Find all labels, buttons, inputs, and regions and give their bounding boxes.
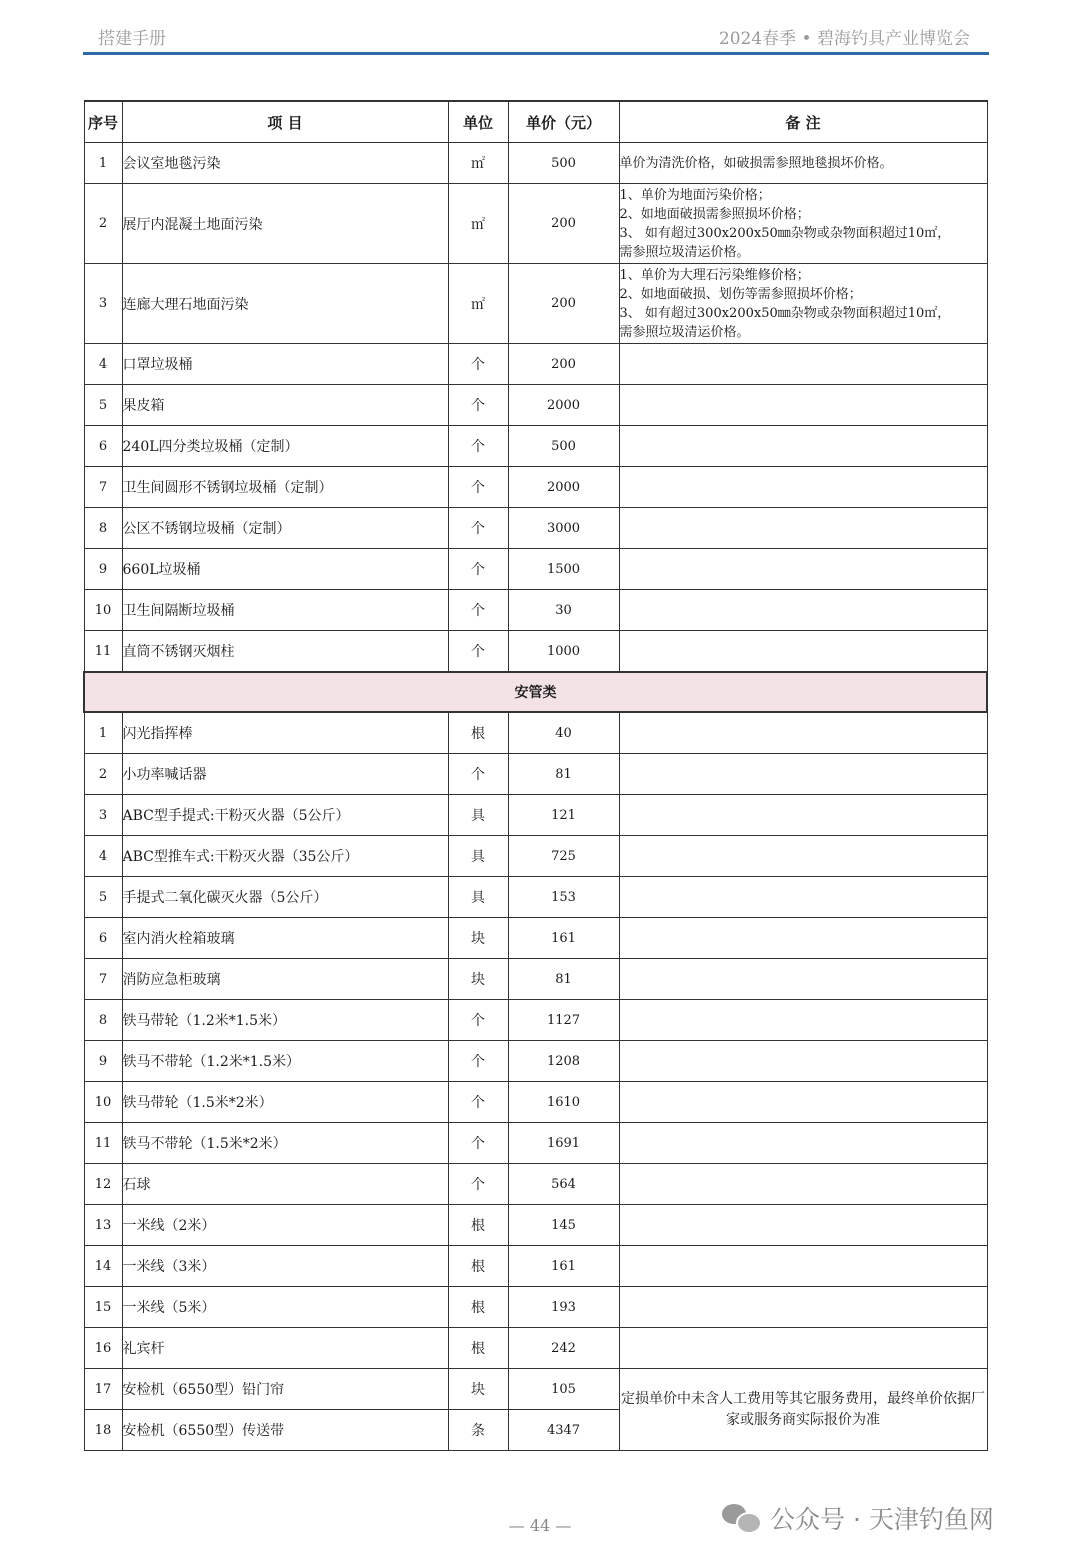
table-row <box>84 959 987 1000</box>
table-row <box>84 1000 987 1041</box>
row-item: 直筒不锈钢灭烟柱 <box>122 631 448 673</box>
page-number: — 44 — <box>508 1516 572 1535</box>
row-number: 18 <box>84 1410 122 1451</box>
row-note <box>619 1123 987 1164</box>
row-unit: 个 <box>448 344 508 385</box>
row-number: 3 <box>84 264 122 344</box>
row-unit: ㎡ <box>448 143 508 184</box>
row-number: 6 <box>84 426 122 467</box>
row-unit: 根 <box>448 1205 508 1246</box>
header-manual-title: 搭建手册 <box>98 29 166 49</box>
row-item: 会议室地毯污染 <box>122 143 448 184</box>
row-item: 240L四分类垃圾桶（定制） <box>122 426 448 467</box>
table-row <box>84 795 987 836</box>
row-price: 153 <box>508 877 619 918</box>
table-row <box>84 631 987 673</box>
row-number: 10 <box>84 590 122 631</box>
row-unit: 个 <box>448 467 508 508</box>
note-line: 2、如地面破损、划伤等需参照损坏价格； <box>619 286 862 302</box>
table-row <box>84 1246 987 1287</box>
row-unit: 个 <box>448 1082 508 1123</box>
merged-note: 定损单价中未含人工费用等其它服务费用，最终单价依据厂家或服务商实际报价为准 <box>619 1369 987 1451</box>
table-row <box>84 264 987 344</box>
row-number: 14 <box>84 1246 122 1287</box>
table-row <box>84 344 987 385</box>
row-note <box>619 549 987 590</box>
row-number: 7 <box>84 467 122 508</box>
row-number: 9 <box>84 549 122 590</box>
row-note <box>619 590 987 631</box>
table-row <box>84 1041 987 1082</box>
table-row <box>84 1082 987 1123</box>
row-item: 消防应急柜玻璃 <box>122 959 448 1000</box>
row-note <box>619 1082 987 1123</box>
row-item: 展厅内混凝土地面污染 <box>122 184 448 264</box>
note-line: 3、 如有超过300x200x50㎜杂物或杂物面积超过10㎡， <box>619 225 951 241</box>
row-price: 564 <box>508 1164 619 1205</box>
row-price: 145 <box>508 1205 619 1246</box>
row-price: 1208 <box>508 1041 619 1082</box>
row-unit: 具 <box>448 836 508 877</box>
table-header-row <box>84 101 987 143</box>
table-row <box>84 590 987 631</box>
table-row <box>84 1164 987 1205</box>
row-unit: 块 <box>448 918 508 959</box>
row-number: 15 <box>84 1287 122 1328</box>
row-price: 105 <box>508 1369 619 1410</box>
table-row <box>84 1123 987 1164</box>
note-line: 3、 如有超过300x200x50㎜杂物或杂物面积超过10㎡， <box>619 305 951 321</box>
table-row <box>84 754 987 795</box>
row-item: 铁马带轮（1.2米*1.5米） <box>122 1000 448 1041</box>
row-item: 闪光指挥棒 <box>122 712 448 754</box>
note-line: 需参照垃圾清运价格。 <box>619 324 750 340</box>
row-unit: 具 <box>448 877 508 918</box>
column-header-unit: 单位 <box>448 101 508 143</box>
table-row <box>84 1287 987 1328</box>
row-price: 2000 <box>508 385 619 426</box>
row-price: 161 <box>508 1246 619 1287</box>
row-note <box>619 712 987 754</box>
row-item: 卫生间隔断垃圾桶 <box>122 590 448 631</box>
row-price: 30 <box>508 590 619 631</box>
column-header-price: 单价（元） <box>508 101 619 143</box>
row-number: 3 <box>84 795 122 836</box>
row-note <box>619 959 987 1000</box>
row-price: 121 <box>508 795 619 836</box>
table-row <box>84 508 987 549</box>
row-item: 铁马带轮（1.5米*2米） <box>122 1082 448 1123</box>
row-note <box>619 385 987 426</box>
row-note <box>619 344 987 385</box>
row-price: 500 <box>508 426 619 467</box>
row-number: 5 <box>84 877 122 918</box>
row-number: 17 <box>84 1369 122 1410</box>
row-note <box>619 264 987 344</box>
row-number: 5 <box>84 385 122 426</box>
row-note <box>619 1246 987 1287</box>
row-item: 口罩垃圾桶 <box>122 344 448 385</box>
row-item: ABC型手提式:干粉灭火器（5公斤） <box>122 795 448 836</box>
row-price: 1500 <box>508 549 619 590</box>
row-note <box>619 1328 987 1369</box>
table-row <box>84 143 987 184</box>
table-row <box>84 184 987 264</box>
row-unit: 个 <box>448 631 508 673</box>
row-number: 9 <box>84 1041 122 1082</box>
row-item: ABC型推车式:干粉灭火器（35公斤） <box>122 836 448 877</box>
watermark-text: 公众号 · 天津钓鱼网 <box>770 1505 994 1534</box>
row-note <box>619 1287 987 1328</box>
row-note <box>619 1205 987 1246</box>
row-item: 安检机（6550型）传送带 <box>122 1410 448 1451</box>
table-row <box>84 549 987 590</box>
row-unit: 条 <box>448 1410 508 1451</box>
column-header-note: 备 注 <box>619 101 987 143</box>
row-note <box>619 754 987 795</box>
row-unit: 块 <box>448 1369 508 1410</box>
row-note <box>619 508 987 549</box>
header-divider <box>83 52 989 55</box>
row-item: 铁马不带轮（1.5米*2米） <box>122 1123 448 1164</box>
row-unit: 个 <box>448 549 508 590</box>
row-price: 1610 <box>508 1082 619 1123</box>
row-item: 一米线（3米） <box>122 1246 448 1287</box>
row-price: 4347 <box>508 1410 619 1451</box>
row-note <box>619 836 987 877</box>
row-note <box>619 918 987 959</box>
row-unit: 具 <box>448 795 508 836</box>
row-number: 8 <box>84 508 122 549</box>
row-unit: 块 <box>448 959 508 1000</box>
row-price: 200 <box>508 264 619 344</box>
table-row <box>84 877 987 918</box>
table-row <box>84 467 987 508</box>
row-price: 81 <box>508 754 619 795</box>
row-unit: 个 <box>448 1164 508 1205</box>
row-item: 连廊大理石地面污染 <box>122 264 448 344</box>
row-unit: 个 <box>448 590 508 631</box>
row-number: 4 <box>84 836 122 877</box>
row-unit: 个 <box>448 508 508 549</box>
row-note <box>619 467 987 508</box>
row-number: 1 <box>84 143 122 184</box>
row-item: 660L垃圾桶 <box>122 549 448 590</box>
row-unit: 根 <box>448 1246 508 1287</box>
row-price: 161 <box>508 918 619 959</box>
row-number: 7 <box>84 959 122 1000</box>
row-item: 铁马不带轮（1.2米*1.5米） <box>122 1041 448 1082</box>
note-line: 单价为清洗价格，如破损需参照地毯损坏价格。 <box>619 155 893 171</box>
row-note <box>619 1041 987 1082</box>
row-note <box>619 631 987 673</box>
row-number: 8 <box>84 1000 122 1041</box>
row-price: 1000 <box>508 631 619 673</box>
table-row <box>84 712 987 754</box>
row-item: 一米线（5米） <box>122 1287 448 1328</box>
row-price: 500 <box>508 143 619 184</box>
row-price: 193 <box>508 1287 619 1328</box>
row-price: 3000 <box>508 508 619 549</box>
note-line: 需参照垃圾清运价格。 <box>619 244 750 260</box>
wechat-watermark <box>722 1500 994 1536</box>
section-title: 安管类 <box>84 672 987 712</box>
row-item: 卫生间圆形不锈钢垃圾桶（定制） <box>122 467 448 508</box>
row-item: 安检机（6550型）铅门帘 <box>122 1369 448 1410</box>
row-item: 公区不锈钢垃圾桶（定制） <box>122 508 448 549</box>
row-unit: 个 <box>448 1123 508 1164</box>
row-price: 1127 <box>508 1000 619 1041</box>
row-note <box>619 877 987 918</box>
row-number: 2 <box>84 754 122 795</box>
row-price: 2000 <box>508 467 619 508</box>
row-number: 2 <box>84 184 122 264</box>
table-row <box>84 1205 987 1246</box>
row-number: 1 <box>84 712 122 754</box>
row-number: 11 <box>84 631 122 673</box>
price-table <box>83 100 988 1451</box>
row-unit: 个 <box>448 1041 508 1082</box>
row-number: 10 <box>84 1082 122 1123</box>
row-item: 礼宾杆 <box>122 1328 448 1369</box>
header-expo-title: 2024春季 • 碧海钓具产业博览会 <box>718 29 970 49</box>
row-unit: 根 <box>448 1328 508 1369</box>
row-price: 725 <box>508 836 619 877</box>
row-unit: 个 <box>448 385 508 426</box>
row-unit: 根 <box>448 712 508 754</box>
row-price: 242 <box>508 1328 619 1369</box>
row-number: 16 <box>84 1328 122 1369</box>
row-item: 果皮箱 <box>122 385 448 426</box>
row-unit: 个 <box>448 1000 508 1041</box>
row-unit: ㎡ <box>448 264 508 344</box>
table-row <box>84 1369 987 1410</box>
row-item: 室内消火栓箱玻璃 <box>122 918 448 959</box>
row-price: 81 <box>508 959 619 1000</box>
row-note <box>619 1000 987 1041</box>
table-row <box>84 385 987 426</box>
table-row <box>84 836 987 877</box>
row-unit: 个 <box>448 426 508 467</box>
wechat-icon <box>722 1502 762 1534</box>
row-note <box>619 184 987 264</box>
table-row <box>84 426 987 467</box>
table-row <box>84 1328 987 1369</box>
row-price: 200 <box>508 344 619 385</box>
row-price: 200 <box>508 184 619 264</box>
row-note <box>619 426 987 467</box>
column-header-item: 项 目 <box>122 101 448 143</box>
row-unit: 个 <box>448 754 508 795</box>
row-price: 40 <box>508 712 619 754</box>
note-line: 2、如地面破损需参照损坏价格； <box>619 206 810 222</box>
note-line: 1、单价为大理石污染维修价格； <box>619 267 810 283</box>
row-price: 1691 <box>508 1123 619 1164</box>
table-row <box>84 918 987 959</box>
row-number: 11 <box>84 1123 122 1164</box>
row-item: 手提式二氧化碳灭火器（5公斤） <box>122 877 448 918</box>
row-number: 12 <box>84 1164 122 1205</box>
row-note <box>619 1164 987 1205</box>
section-row <box>84 672 987 712</box>
row-item: 小功率喊话器 <box>122 754 448 795</box>
row-unit: ㎡ <box>448 184 508 264</box>
column-header-no: 序号 <box>84 101 122 143</box>
row-number: 4 <box>84 344 122 385</box>
row-unit: 根 <box>448 1287 508 1328</box>
row-number: 6 <box>84 918 122 959</box>
row-number: 13 <box>84 1205 122 1246</box>
row-note <box>619 143 987 184</box>
note-line: 1、单价为地面污染价格； <box>619 187 771 203</box>
row-note <box>619 795 987 836</box>
row-item: 石球 <box>122 1164 448 1205</box>
row-item: 一米线（2米） <box>122 1205 448 1246</box>
